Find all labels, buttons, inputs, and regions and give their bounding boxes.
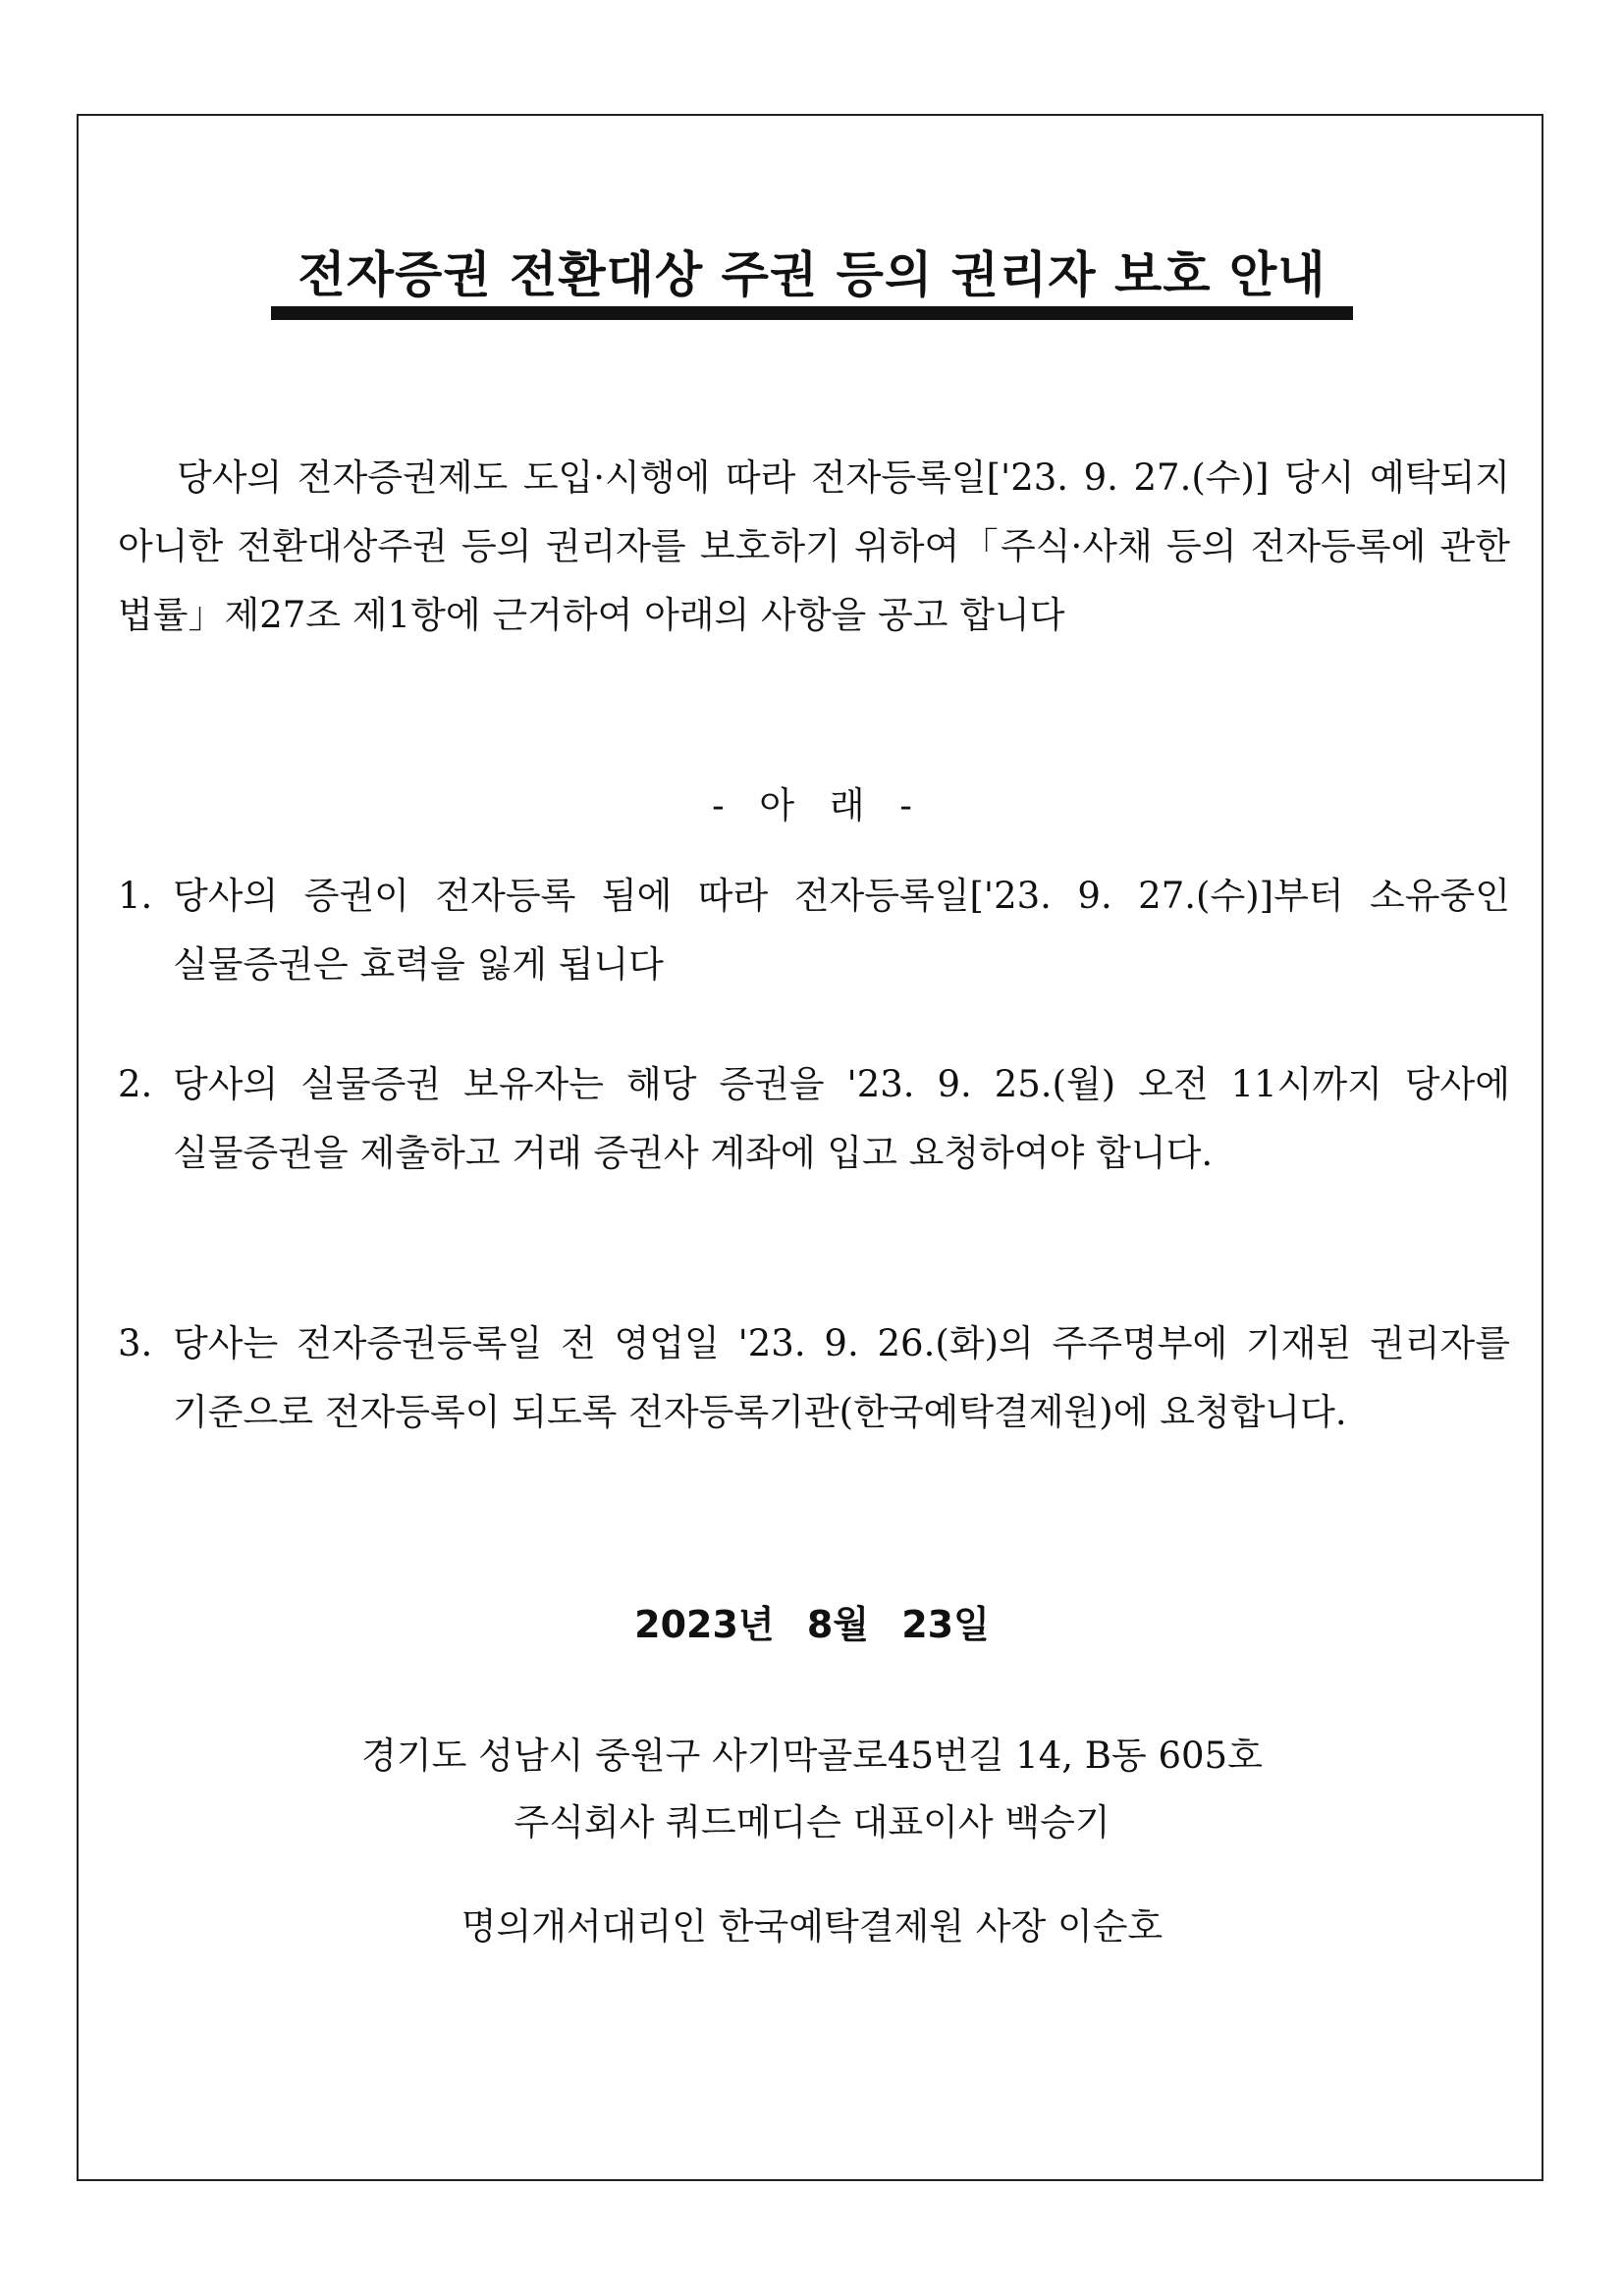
transfer-agent: 명의개서대리인 한국예탁결제원 사장 이순호 [460, 1905, 1164, 1948]
list-item [118, 862, 1510, 999]
company-representative: 주식회사 쿼드메디슨 대표이사 백승기 [514, 1801, 1110, 1843]
company-address: 경기도 성남시 중원구 사기막골로45번길 14, B동 605호 [361, 1735, 1263, 1777]
list-item-text: 당사는 전자증권등록일 전 영업일 '23. 9. 26.(화)의 주주명부에 기재된 권리자를 기준으로 전자등록이 되도록 전자등록기관(한국예탁결제원)에 요청합니다. [173, 1322, 1510, 1433]
list-item-text: 당사의 증권이 전자등록 됨에 따라 전자등록일['23. 9. 27.(수)]부터 소유중인 실물증권은 효력을 잃게 됩니다 [173, 875, 1510, 986]
list-item-text: 당사의 실물증권 보유자는 해당 증권을 '23. 9. 25.(월) 오전 11시까지 당사에 실물증권을 제출하고 거래 증권사 계좌에 입고 요청하여야 합니다. [173, 1063, 1510, 1174]
list-item [118, 1050, 1510, 1188]
section-heading: - 아 래 - [712, 784, 912, 827]
title-underline [271, 306, 1353, 320]
list-item-number: 2. [118, 1063, 153, 1105]
notice-date: 2023년 8월 23일 [634, 1603, 990, 1646]
intro-paragraph: 당사의 전자증권제도 도입·시행에 따라 전자등록일['23. 9. 27.(수)] 당시 예탁되지 아니한 전환대상주권 등의 권리자를 보호하기 위하여「주식·사채 등의 전자등록에 관한 법률」제27조 제1항에 근거하여 아래의 사항을 공고 합니다 [118, 456, 1510, 636]
document-title: 전자증권 전환대상 주권 등의 권리자 보호 안내 [298, 246, 1326, 303]
list-item [118, 1309, 1510, 1447]
list-item-number: 3. [118, 1322, 153, 1364]
list-item-number: 1. [118, 875, 153, 917]
